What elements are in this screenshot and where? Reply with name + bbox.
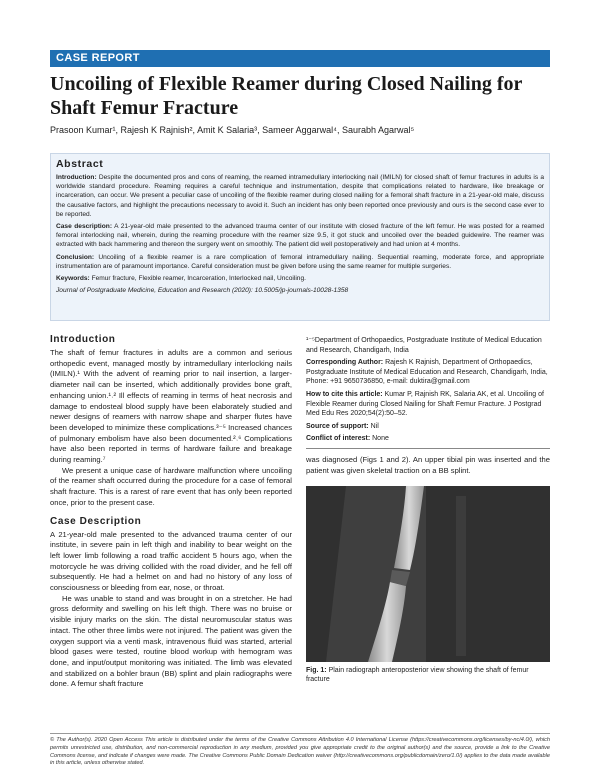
case-description-heading: Case Description — [50, 515, 142, 527]
article-title: Uncoiling of Flexible Reamer during Closed Nailing for Shaft Femur Fracture — [50, 73, 523, 119]
right-column — [306, 336, 550, 476]
conflict-of-interest-label: Conflict of interest: — [306, 435, 371, 443]
abstract-keywords-text: Femur fracture, Flexible reamer, Incarceration, Interlocked nail, Uncoiling. — [91, 275, 306, 283]
source-of-support-label: Source of support: — [306, 422, 369, 430]
introduction-heading: Introduction — [50, 334, 116, 345]
abstract-case — [56, 222, 544, 250]
how-to-cite-label: How to cite this article: — [306, 390, 383, 398]
abstract-box — [50, 153, 550, 321]
journal-citation: Journal of Postgraduate Medicine, Education and Research (2020): 10.5005/jp-journals-10028-1358 — [56, 287, 349, 295]
abstract-keywords-label: Keywords: — [56, 275, 90, 283]
case-continuation: was diagnosed (Figs 1 and 2). An upper tibial pin was inserted and the patient was given skeletal traction on a BB splint. — [306, 454, 550, 475]
abstract-introduction-text: Despite the documented pros and cons of reaming, the reamed intramedullary interlocking nail (IMILN) for closed shaft of femur fractures in adults is a worldwide standard procedure. Reaming requires a careful technique and instrumentation, despite that complications related to hardware, like breakage or incarceration, can occur. We present a peculiar case of uncoiling of the flexible reamer during closed nailing for a femoral shaft fracture in a 21-year-old male, discuss the causative factors, and highlight the precautions necessary to avoid it. Such an incident has only been reported once previously and ours is the second case ever to be reported. — [56, 174, 544, 218]
source-of-support-text: Nil — [370, 422, 379, 430]
abstract-case-text: A 21-year-old male presented to the advanced trauma center of our institute with closed fracture of the left femur. He was posted for a reamed femoral interlocking nail, wherein, during the reaming procedure with the reamer size 9.5, it got stuck and uncoiled over the beaded guidewire. The reamer was extracted with back hammering and thereon the surgery went on smoothly. The patient did well postoperatively and had union at 4 months. — [56, 223, 544, 249]
affiliation-note: ¹⁻⁵Department of Orthopaedics, Postgraduate Institute of Medical Education and Research, Chandigarh, India — [306, 337, 542, 354]
introduction-paragraph-1: The shaft of femur fractures in adults are a common and serious orthopedic event, managed mostly by intramedullary interlocking nails (IMILN).¹ With the advent of reaming prior to nail insertion, a larger-diameter nail can be inserted, which additionally provides bone graft, enhancing union.¹˒² Ill effects of reaming in terms of heat necrosis and damage to endosteal blood supply have been elaborately studied and newer designs of reamers with narrow shape and sharper flutes have been developed to minimize these complications.³⁻⁵ Increased chances of pulmonary embolism have also been documented.²˒⁶ Complications have also been reported in terms of hardware failure and breakage during reaming.⁷ — [50, 348, 292, 465]
abstract-conclusion-text: Uncoiling of a flexible reamer is a rare complication of femoral intramedullary nailing. Sequential reaming, moderate force, and appropriate instrumentation are of paramount importance. Careful consideration must be given before using the same reamer for multiple surgeries. — [56, 253, 544, 270]
corresponding-author-label: Corresponding Author: — [306, 359, 384, 367]
introduction-paragraph-2: We present a unique case of hardware malfunction where uncoiling of the reamer shaft occurred during the procedure for a case of femoral shaft fracture. This is a rarest of rare event that has only been reported once, prior to the present case. — [50, 465, 292, 507]
abstract-conclusion-label: Conclusion: — [56, 253, 95, 261]
case-paragraph-1: A 21-year-old male presented to the advanced trauma center of our institute, in severe pain in left thigh and inability to bear weight on the left lower limb following a road traffic accident 5 hours ago, when the motorcycle he was driving collided with the road divider, and he fell off subsequently. He had a helmet on and had no history of any loss of consciousness or bleeding from ear, nose, or throat. — [50, 529, 292, 593]
radiograph-image — [306, 486, 550, 662]
figure-1-label: Fig. 1: — [306, 667, 327, 674]
corresponding-author-text: Rajesh K Rajnish, Department of Orthopaedics, Postgraduate Institute of Medical Education and Research, Chandigarh, India, Phone: +91 9650736850, e-mail: duktira@gmail.com — [306, 359, 548, 386]
author-list: Prasoon Kumar¹, Rajesh K Rajnish², Amit K Salaria³, Sameer Aggarwal⁴, Saurabh Agarwal⁵ — [50, 125, 415, 135]
abstract-introduction-label: Introduction: — [56, 174, 97, 181]
how-to-cite-text: Kumar P, Rajnish RK, Salaria AK, et al. Uncoiling of Flexible Reamer during Closed Nailing for Shaft Femur Fracture. J Postgrad Med Edu Res 2020;54(2):50–52. — [306, 390, 544, 418]
license-footer: © The Author(s). 2020 Open Access This article is distributed under the terms of the Creative Commons Attribution 4.0 International License (https://creativecommons.org/licenses/by-nc/4.0/), which permits unrestricted use, distribution, and non-commercial reproduction in any medium, provided you give appropriate credit to the original author(s) and the source, provide a link to the Creative Commons license, and indicate if changes were made. The Creative Commons Public Domain Dedication waiver (http://creativecommons.org/publicdomain/zero/1.0/) applies to the data made available in this article, unless otherwise stated. — [50, 733, 550, 768]
abstract-keywords — [56, 274, 544, 283]
footnote-divider — [306, 448, 550, 449]
conflict-of-interest-note — [306, 434, 550, 444]
abstract-case-label: Case description: — [56, 223, 113, 231]
conflict-of-interest-text: None — [372, 435, 389, 443]
case-paragraph-2: He was unable to stand and was brought in on a stretcher. He had gross deformity and swelling on his left thigh. There was no bruise or visible injury marks on the skin. The distal neuromuscular status was intact. The other three limbs were not injured. The patient was given the oxygen support via a venti mask, intravenous fluid was started, arterial blood gases were tested, routine blood workup with hemogram was done, and input/output monitoring was initiated. The limb was elevated and stabilized on a bohler braun (BB) splint and plain radiographs were done. A femur shaft fracture — [50, 593, 292, 689]
abstract-conclusion — [56, 253, 544, 271]
how-to-cite-note — [306, 390, 550, 419]
corresponding-author-note — [306, 358, 550, 387]
source-of-support-note — [306, 422, 550, 432]
abstract-introduction — [56, 173, 544, 219]
figure-1-caption-text: Plain radiograph anteroposterior view showing the shaft of femur fracture — [306, 667, 529, 684]
abstract-heading: Abstract — [56, 158, 104, 170]
article-type-banner: CASE REPORT — [50, 50, 550, 67]
figure-1-caption — [306, 666, 550, 685]
figure-1-radiograph — [306, 486, 550, 662]
left-column — [50, 334, 292, 690]
